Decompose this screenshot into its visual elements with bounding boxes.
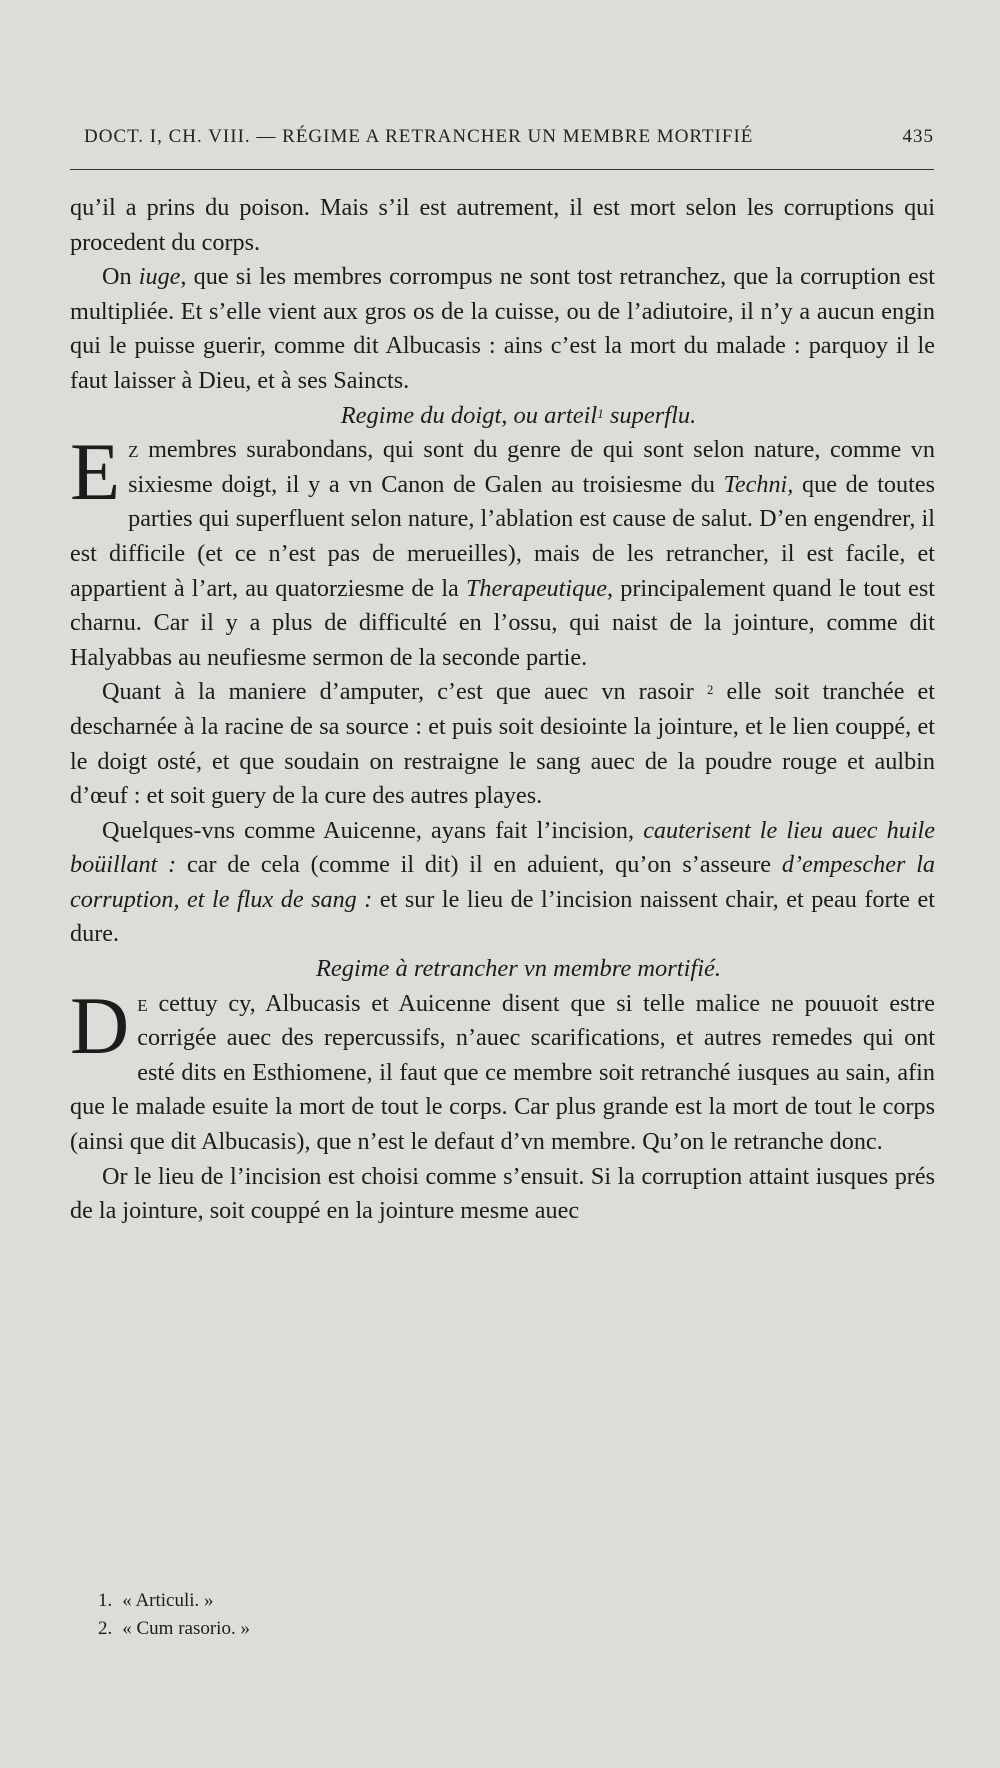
italic-term-iuge: iuge xyxy=(138,263,181,291)
drop-cap-e: E xyxy=(70,426,121,518)
paragraph-1: qu’il a prins du poison. Mais s’il est autrement, il est mort selon les corruptions qui procedent du corps. xyxy=(70,194,935,256)
footnote-ref-1: 1 xyxy=(597,405,604,421)
footnote-ref-2: 2 xyxy=(706,682,714,698)
footnote-1: 1. « Articuli. » xyxy=(98,1590,214,1611)
italic-title-therapeutique: Therapeutique xyxy=(465,574,608,602)
footnote-2: 2. « Cum rasorio. » xyxy=(98,1618,250,1639)
paragraph-3: Ez membres surabondans, qui sont du genre de qui sont selon nature, comme vn sixiesme doigt, il y a vn Canon de Galen au troisiesme du Techni, que de toutes parties qui superfluent selon nature, l’ablation est cause de salut. D’en engendrer, il est difficile (et ce n’est pas de merueilles), mais de les retrancher, il est facile, et appartient à l’art, au quatorziesme de la Therapeutique, principalement quand le tout est charnu. Car il y a plus de difficulté en l’ossu, qui naist de la jointure, comme dit Halyabbas au neufiesme sermon de la seconde partie. xyxy=(70,426,935,671)
drop-cap-d: D xyxy=(70,979,130,1071)
section-heading-membre: Regime à retrancher vn membre mortifié. xyxy=(315,955,722,983)
italic-title-techni: Techni, xyxy=(723,470,794,498)
running-header xyxy=(84,126,934,148)
main-text xyxy=(70,191,935,1229)
footnotes xyxy=(98,1587,250,1643)
paragraph-6: De cettuy cy, Albucasis et Auicenne disent que si telle malice ne pouuoit estre corrigée auec des repercussifs, n’auec scarifications, et autres remedes qui ont esté dits en Esthiomene, il faut que ce membre soit retranché iusques au sain, afin que le malade esuite la mort de tout le corps. Car plus grande est la mort de tout le corps (ainsi que dit Albucasis), que n’est le defaut d’vn membre. Qu’on le retranche donc. xyxy=(70,979,935,1156)
section-heading-doigt: Regime du doigt, ou arteil$^1$ superflu. xyxy=(340,401,697,429)
paragraph-4: Quant à la maniere d’amputer, c’est que auec vn rasoir $^2$ elle soit tranchée et descharnée à la racine de sa source : et puis soit desiointe la jointure, et le lien couppé, et le doigt osté, et que soudain on restraigne le sang auec de la poudre rouge et aulbin d’œuf : et soit guery de la cure des autres playes. xyxy=(70,678,935,810)
paragraph-2: On iuge, que si les membres corrompus ne sont tost retranchez, que la corruption est multipliée. Et s’elle vient aux gros os de la cuisse, ou de l’adiutoire, il n’y a aucun engin qui le puisse guerir, comme dit Albucasis : ains c’est la mort du malade : parquoy il le faut laisser à Dieu, et à ses Saincts. xyxy=(70,263,935,394)
page-number: 435 xyxy=(902,126,934,147)
running-title: DOCT. I, CH. VIII. — RÉGIME A RETRANCHER UN MEMBRE MORTIFIÉ xyxy=(84,126,754,147)
paragraph-7: Or le lieu de l’incision est choisi comme s’ensuit. Si la corruption attaint iusques prés de la jointure, soit couppé en la jointure mesme auec xyxy=(70,1162,935,1225)
header-rule xyxy=(70,169,934,170)
paragraph-5: Quelques-vns comme Auicenne, ayans fait l’incision, cauterisent le lieu auec huile boüillant : car de cela (comme il dit) il en aduient, qu’on s’asseure d’empescher la corruption, et le flux de sang : et sur le lieu de l’incision naissent chair, et peau forte et dure. xyxy=(70,816,936,948)
